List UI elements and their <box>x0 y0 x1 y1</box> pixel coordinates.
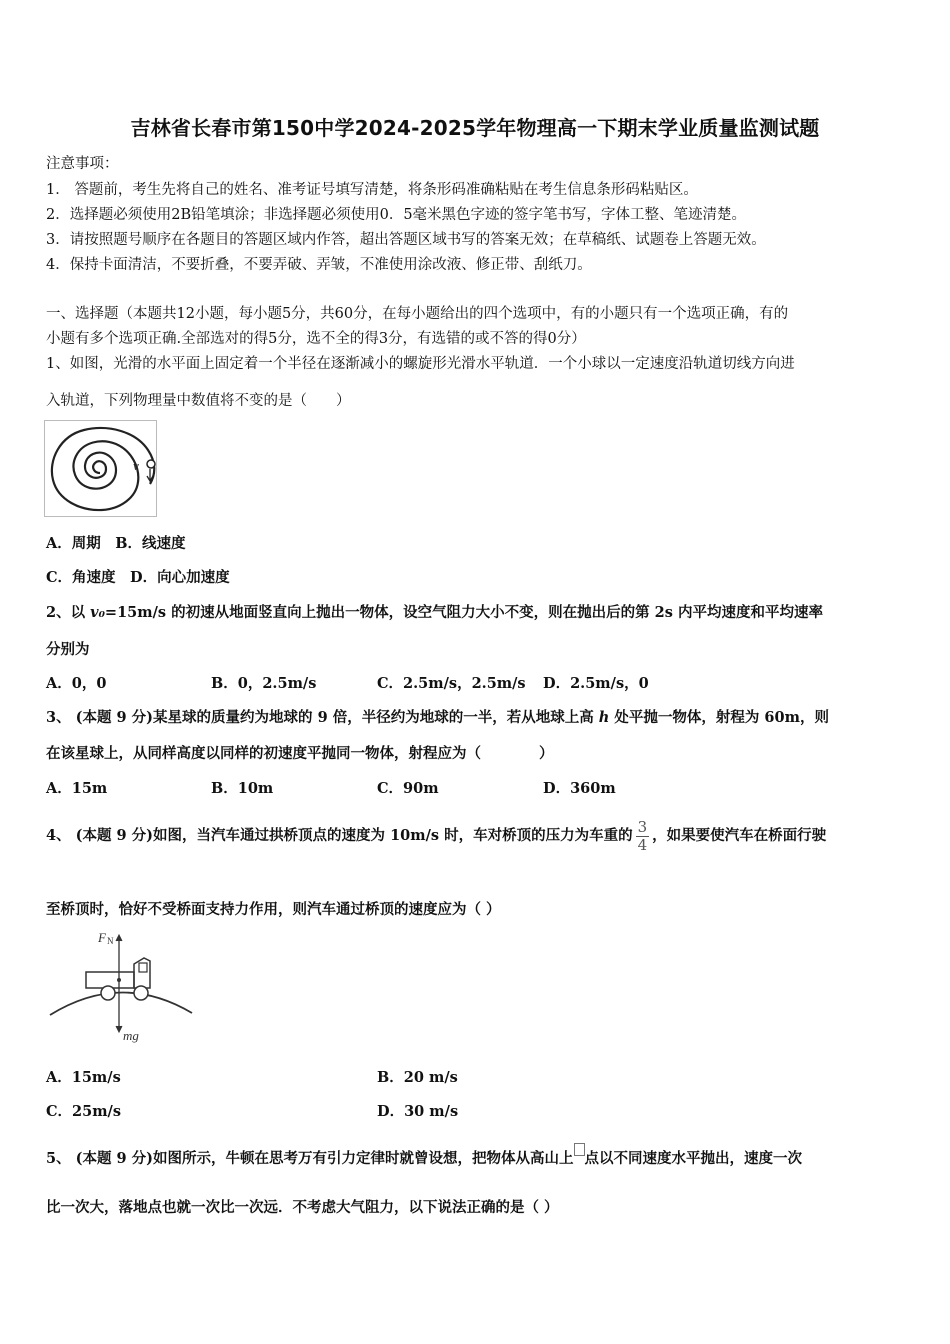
q2-option-a: A．0，0 <box>46 675 107 692</box>
q5-line1-a: 5、 (本题 9 分)如图所示，牛顿在思考万有引力定律时就曾设想，把物体从高山上 <box>46 1150 574 1167</box>
q2-text-line1 <box>46 601 823 622</box>
q4-text-line2: 至桥顶时，恰好不受桥面支持力作用，则汽车通过桥顶的速度应为（ ） <box>46 901 501 918</box>
q2-prefix: 2、以 <box>46 604 91 621</box>
q3-option-a: A．15m <box>46 780 108 797</box>
normal-force-label: F <box>98 930 106 945</box>
q5-line1-b: 点以不同速度水平抛出，速度一次 <box>584 1150 803 1167</box>
q4-fraction-denominator: 4 <box>637 835 648 854</box>
q3-option-b: B．10m <box>211 780 274 797</box>
q2-option-b: B．0，2.5m/s <box>211 675 317 692</box>
q4-option-a: A．15m/s <box>46 1069 121 1086</box>
q1-text-line2: 入轨道，下列物理量中数值将不变的是（ ） <box>46 393 351 409</box>
q2-option-c: C．2.5m/s，2.5m/s <box>377 675 526 692</box>
q3-text-line2: 在该星球上，从同样高度以同样的初速度平抛同一物体，射程应为（ ） <box>46 745 554 762</box>
q3-option-d: D．360m <box>543 780 616 797</box>
q4-fraction-numerator: 3 <box>637 817 648 836</box>
section-header-line2: 小题有多个选项正确.全部选对的得5分，选不全的得3分，有选错的或不答的得0分） <box>46 331 586 347</box>
q3-line1-a: 3、 (本题 9 分)某星球的质量约为地球的 9 倍，半径约为地球的一半，若从地球上高 <box>46 709 599 726</box>
page-title: 吉林省长春市第150中学2024-2025学年物理高一下期末学业质量监测试题 <box>130 116 820 140</box>
q4-option-d: D．30 m/s <box>377 1103 459 1120</box>
notice-item-3: 3．请按照题号顺序在各题目的答题区域内作答，超出答题区域书写的答案无效；在草稿纸、试题卷上答题无效。 <box>46 232 766 248</box>
q4-fraction <box>636 819 650 854</box>
q1-options-row1: A．周期 B．线速度 <box>46 535 186 552</box>
q5-text-line1 <box>46 1147 802 1168</box>
q4-option-b: B．20 m/s <box>377 1069 458 1086</box>
spiral-velocity-label: v <box>133 458 139 473</box>
q1-options-row2: C．角速度 D．向心加速度 <box>46 569 230 586</box>
q3-option-c: C．90m <box>377 780 439 797</box>
q3-h-symbol: h <box>598 709 610 726</box>
notice-item-2: 2．选择题必须使用2B铅笔填涂；非选择题必须使用0．5毫米黑色字迹的签字笔书写，字体工整、笔迹清楚。 <box>46 207 747 223</box>
notice-item-4: 4．保持卡面清洁，不要折叠，不要弄破、弄皱，不准使用涂改液、修正带、刮纸刀。 <box>46 257 592 273</box>
q4-text-line1 <box>46 808 826 864</box>
q3-line1-b: 处平抛一物体，射程为 60m，则 <box>609 709 829 726</box>
q1-text-line1: 1、如图，光滑的水平面上固定着一个半径在逐渐减小的螺旋形光滑水平轨道．一个小球以一定速度沿轨道切线方向进 <box>46 356 795 372</box>
notice-item-1: 1． 答题前，考生先将自己的姓名、准考证号填写清楚，将条形码准确粘贴在考生信息条形码粘贴区。 <box>46 182 698 198</box>
missing-glyph-icon <box>574 1143 585 1156</box>
q5-text-line2: 比一次大，落地点也就一次比一次远．不考虑大气阻力，以下说法正确的是（ ） <box>46 1199 559 1216</box>
spiral-track-figure <box>44 420 160 518</box>
q4-line1-b: ，如果要使汽车在桥面行驶 <box>652 827 827 844</box>
normal-force-subscript: N <box>107 936 114 946</box>
q4-line1-a: 4、 (本题 9 分)如图，当汽车通过拱桥顶点的速度为 10m/s 时，车对桥顶的压力为车重的 <box>46 827 633 844</box>
arch-bridge-figure <box>46 925 196 1047</box>
notice-heading: 注意事项： <box>46 156 119 172</box>
q3-text-line1 <box>46 706 829 727</box>
section-header-line1: 一、选择题（本题共12小题，每小题5分，共60分，在每小题给出的四个选项中，有的小题只有一个选项正确，有的 <box>46 306 789 322</box>
q4-option-c: C．25m/s <box>46 1103 122 1120</box>
q2-option-d: D．2.5m/s，0 <box>543 675 649 692</box>
q2-v0-symbol: v₀ <box>90 604 105 621</box>
gravity-label: mg <box>123 1028 139 1043</box>
q2-line1-rest: =15m/s 的初速从地面竖直向上抛出一物体，设空气阻力大小不变，则在抛出后的第 2s 内平均速度和平均速率 <box>104 604 823 621</box>
q2-text-line2: 分别为 <box>46 641 90 658</box>
